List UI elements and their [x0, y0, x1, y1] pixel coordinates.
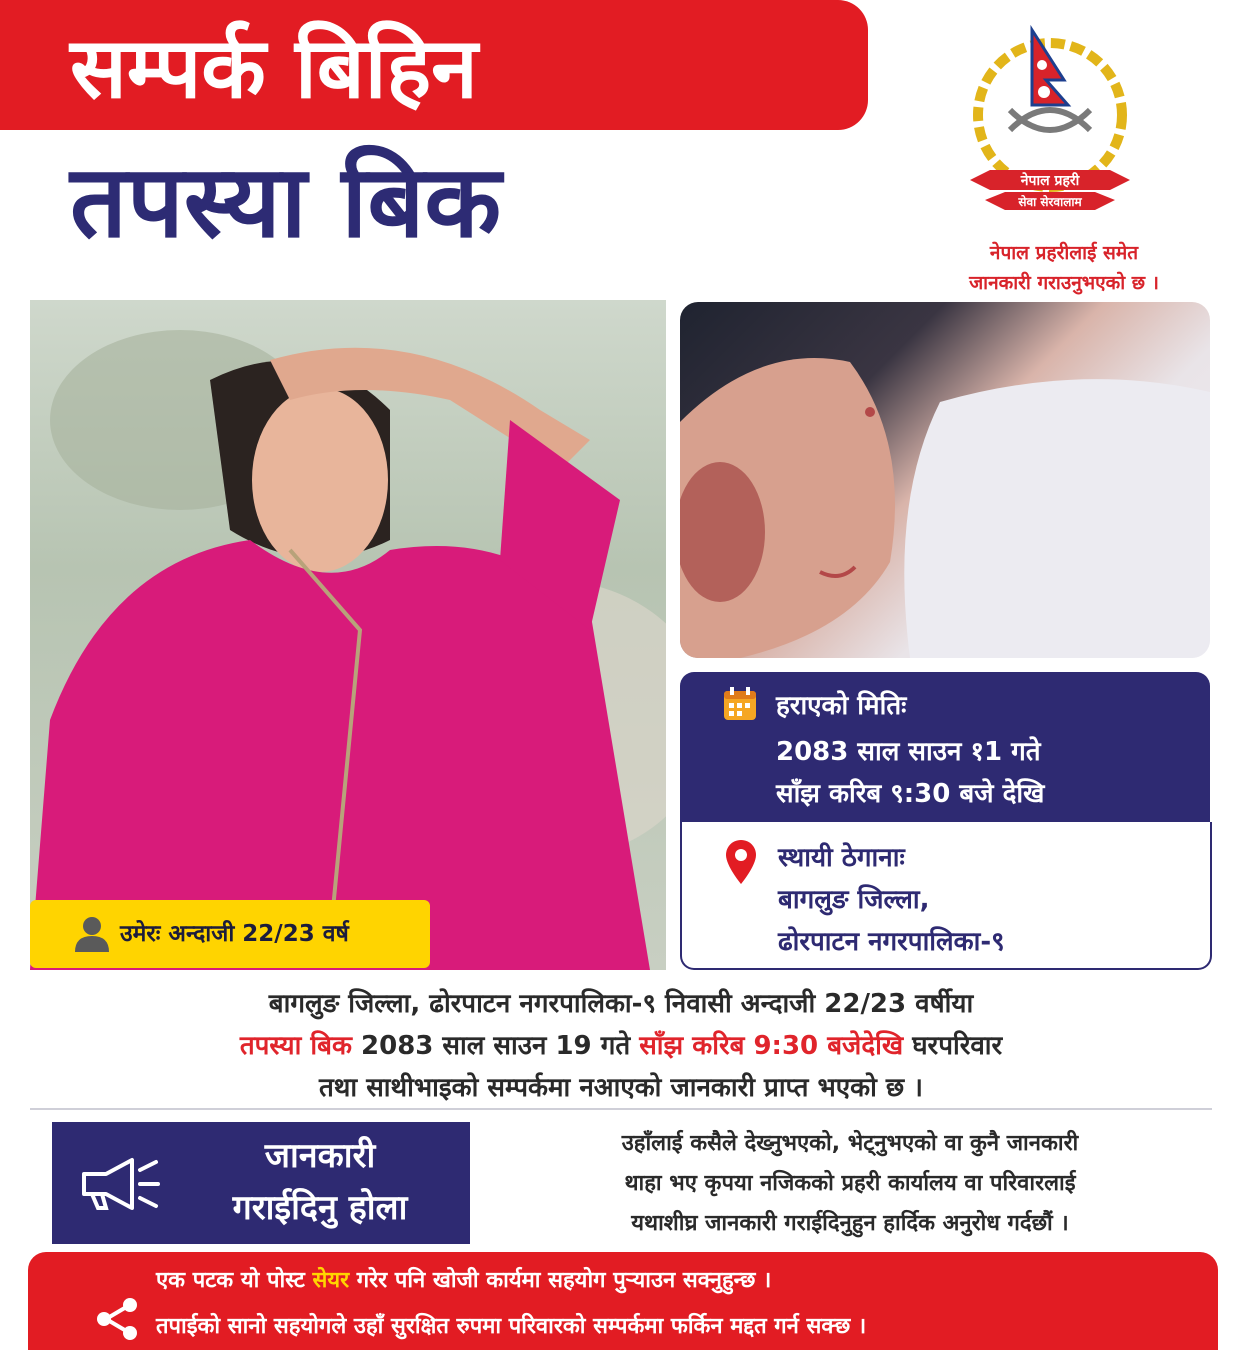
address-district: बागलुङ जिल्ला, — [778, 885, 930, 915]
address-municipality: ढोरपाटन नगरपालिका-९ — [778, 927, 1005, 957]
description-name: तपस्या बिक — [239, 1031, 352, 1061]
address-label: स्थायी ठेगानाः — [778, 843, 905, 873]
emblem-ribbon-bottom: सेवा सेरवालाम — [1018, 195, 1082, 209]
request-line-3: यथाशीघ्र जानकारी गराईदिनुहुन हार्दिक अनुरोध गर्दछौं । — [631, 1211, 1069, 1236]
location-pin-icon — [726, 840, 756, 884]
notify-line-1: जानकारी — [264, 1136, 376, 1176]
missing-person-name: तपस्या बिक — [70, 143, 502, 260]
address-panel — [680, 822, 1212, 970]
megaphone-icon — [76, 1156, 162, 1212]
share-icon[interactable] — [94, 1296, 140, 1342]
age-text: उमेरः अन्दाजी 22/23 वर्ष — [120, 921, 349, 947]
police-note-line-1: नेपाल प्रहरीलाई समेत — [989, 242, 1139, 264]
notify-heading — [180, 1130, 460, 1234]
share-footer — [28, 1252, 1218, 1350]
nepal-police-emblem — [950, 10, 1150, 235]
footer-line-1 — [156, 1264, 771, 1294]
footer-line-1-start: एक पटक यो पोस्ट — [156, 1268, 313, 1293]
description-line-3: तथा साथीभाइको सम्पर्कमा नआएको जानकारी प्राप्त भएको छ । — [318, 1073, 923, 1103]
missing-date-value: 2083 साल साउन १1 गते — [776, 737, 1041, 767]
footer-share-word: सेयर — [312, 1268, 350, 1293]
police-note — [905, 238, 1223, 298]
description-line-2 — [20, 1026, 1222, 1062]
description-time: साँझ करिब 9:30 बजेदेखि — [639, 1031, 904, 1061]
description-family: घरपरिवार — [903, 1031, 1003, 1061]
missing-date-panel — [680, 672, 1210, 822]
missing-time-value: साँझ करिब ९:30 बजे देखि — [776, 779, 1045, 809]
request-text — [490, 1124, 1210, 1244]
missing-date-label: हराएको मितिः — [776, 691, 907, 721]
description-date: 2083 साल साउन 19 गते — [351, 1031, 640, 1061]
injury-photo — [680, 302, 1210, 658]
divider — [30, 1108, 1212, 1110]
police-note-line-2: जानकारी गराउनुभएको छ । — [969, 272, 1159, 294]
emblem-ribbon-top: नेपाल प्रहरी — [1020, 173, 1080, 189]
description-line-1: बागलुङ जिल्ला, ढोरपाटन नगरपालिका-९ निवासी अन्दाजी 22/23 वर्षीया — [268, 989, 974, 1019]
calendar-icon — [722, 686, 758, 722]
request-line-2: थाहा भए कृपया नजिकको प्रहरी कार्यालय वा परिवारलाई — [624, 1171, 1076, 1196]
notify-line-2: गराईदिनु होला — [232, 1188, 408, 1228]
missing-person-photo — [30, 300, 666, 970]
request-line-1: उहाँलाई कसैले देख्नुभएको, भेट्नुभएको वा कुनै जानकारी — [621, 1131, 1079, 1156]
missing-headline: सम्पर्क बिहिन — [70, 19, 478, 117]
footer-line-2: तपाईको सानो सहयोगले उहाँ सुरक्षित रुपमा परिवारको सम्पर्कमा फर्किन मद्दत गर्न सक्छ । — [156, 1314, 867, 1339]
user-icon — [72, 914, 112, 954]
footer-line-1-end: गरेर पनि खोजी कार्यमा सहयोग पुर्‍याउन सक्नुहुन्छ । — [349, 1268, 772, 1293]
